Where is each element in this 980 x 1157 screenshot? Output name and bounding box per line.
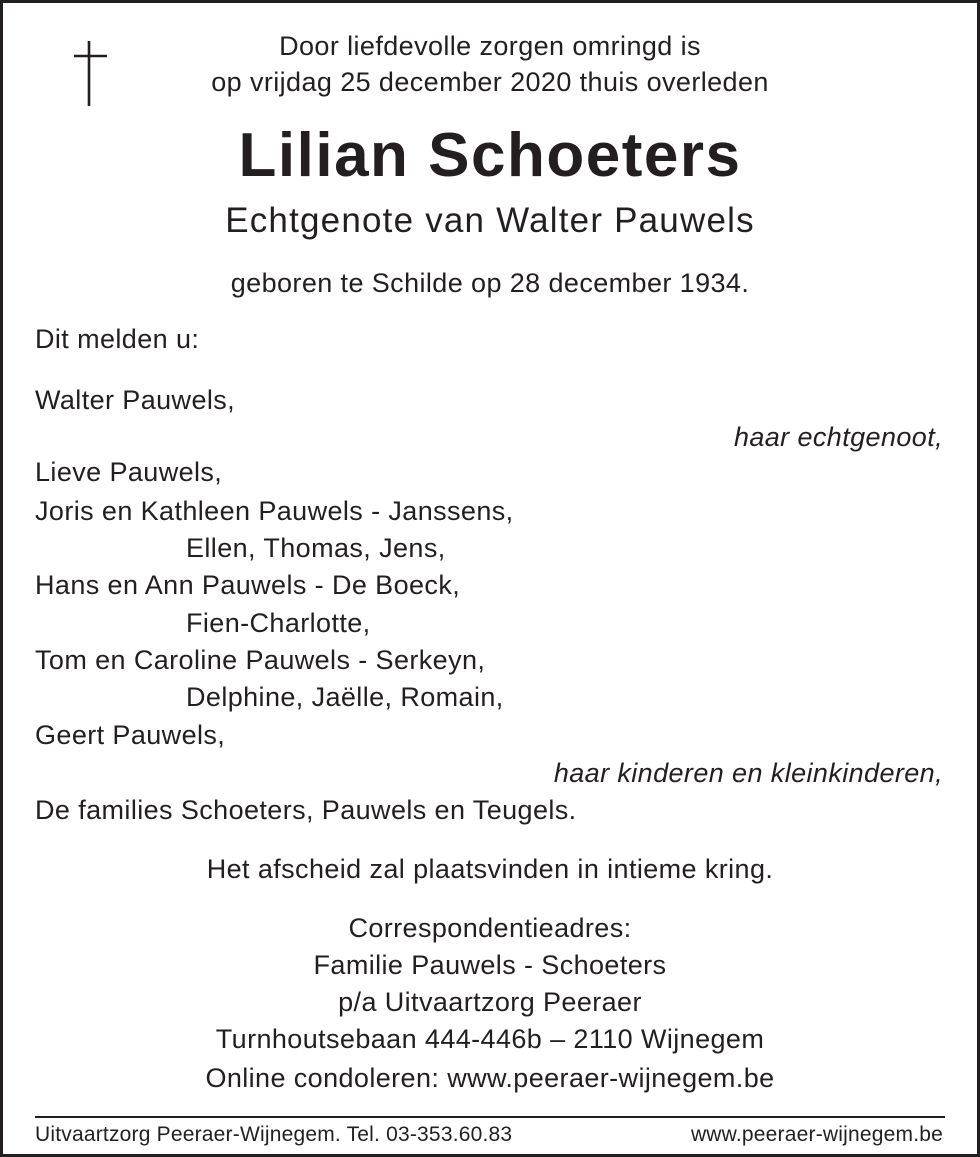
- footer-website-link[interactable]: www.peeraer-wijnegem.be: [690, 1123, 943, 1146]
- farewell-text: Het afscheid zal plaatsvinden in intieme kring.: [206, 854, 774, 884]
- spouse-line: Echtgenote van Walter Pauwels: [225, 201, 755, 240]
- announcers-intro: Dit melden u:: [35, 324, 200, 354]
- deceased-name: Lilian Schoeters: [238, 121, 742, 190]
- correspondence-line: Familie Pauwels - Schoeters: [313, 950, 667, 980]
- grandchildren-line: Ellen, Thomas, Jens,: [186, 533, 446, 563]
- relation-label: haar echtgenoot,: [733, 422, 943, 452]
- correspondence-line: p/a Uitvaartzorg Peeraer: [338, 987, 642, 1017]
- intro-line-2: op vrijdag 25 december 2020 thuis overleden: [211, 67, 769, 97]
- correspondence-title: Correspondentieadres:: [348, 913, 632, 943]
- announcer-line: Joris en Kathleen Pauwels - Janssens,: [35, 496, 514, 526]
- announcer-line: Tom en Caroline Pauwels - Serkeyn,: [35, 645, 486, 675]
- announcer-line: Geert Pauwels,: [35, 720, 226, 750]
- announcer-line: Lieve Pauwels,: [35, 457, 223, 487]
- announcer-line: De families Schoeters, Pauwels en Teugels.: [35, 795, 577, 825]
- online-condolence-link[interactable]: Online condoleren: www.peeraer-wijnegem.be: [205, 1063, 775, 1093]
- announcer-line: Walter Pauwels,: [35, 385, 236, 415]
- footer-funeral-home: Uitvaartzorg Peeraer-Wijnegem. Tel. 03-353.60.83: [35, 1123, 513, 1146]
- correspondence-address: Turnhoutsebaan 444-446b – 2110 Wijnegem: [215, 1024, 765, 1054]
- grandchildren-line: Delphine, Jaëlle, Romain,: [186, 682, 504, 712]
- birth-line: geboren te Schilde op 28 december 1934.: [230, 268, 750, 298]
- announcer-line: Hans en Ann Pauwels - De Boeck,: [35, 570, 461, 600]
- footer-divider: [35, 1116, 945, 1118]
- grandchildren-line: Fien-Charlotte,: [186, 608, 371, 638]
- intro-line-1: Door liefdevolle zorgen omringd is: [279, 31, 701, 61]
- relation-label: haar kinderen en kleinkinderen,: [553, 758, 943, 788]
